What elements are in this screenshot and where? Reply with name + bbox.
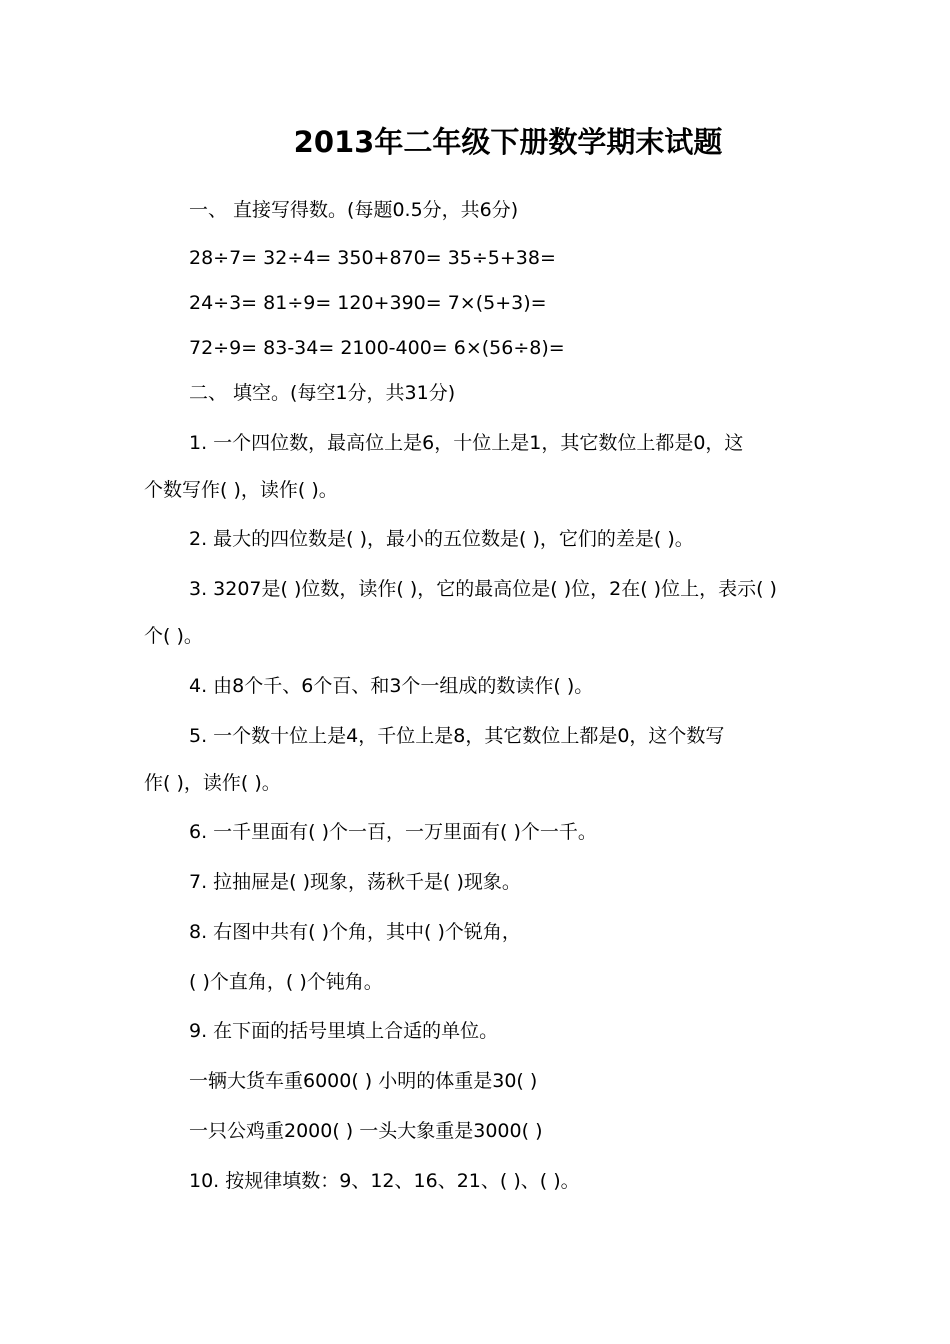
question-3-line-1: 3. 3207是( )位数，读作( )，它的最高位是( )位，2在( )位上，表示( )	[189, 578, 777, 600]
question-1-line-2: 个数写作( )，读作( )。	[144, 479, 338, 501]
question-8-line-2: ( )个直角，( )个钝角。	[189, 971, 383, 993]
question-9-row-1: 一辆大货车重6000( ) 小明的体重是30( )	[189, 1070, 538, 1092]
question-5-line-1: 5. 一个数十位上是4，千位上是8，其它数位上都是0，这个数写	[189, 725, 725, 747]
question-3-line-2: 个( )。	[144, 625, 203, 647]
calc-row-1: 28÷7= 32÷4= 350+870= 35÷5+38=	[189, 247, 556, 269]
question-2: 2. 最大的四位数是( )，最小的五位数是( )，它们的差是( )。	[189, 528, 694, 550]
calc-row-2: 24÷3= 81÷9= 120+390= 7×(5+3)=	[189, 292, 547, 314]
question-8-line-1: 8. 右图中共有( )个角，其中( )个锐角，	[189, 921, 521, 943]
question-4: 4. 由8个千、6个百、和3个一组成的数读作( )。	[189, 675, 594, 697]
question-6: 6. 一千里面有( )个一百，一万里面有( )个一千。	[189, 821, 597, 843]
question-7: 7. 拉抽屉是( )现象，荡秋千是( )现象。	[189, 871, 521, 893]
section-1-heading: 一、 直接写得数。(每题0.5分，共6分)	[189, 199, 519, 221]
question-9: 9. 在下面的括号里填上合适的单位。	[189, 1020, 499, 1042]
document-title: 2013年二年级下册数学期末试题	[293, 125, 723, 159]
question-10: 10. 按规律填数：9、12、16、21、( )、( )。	[189, 1170, 580, 1192]
calc-row-3: 72÷9= 83-34= 2100-400= 6×(56÷8)=	[189, 337, 565, 359]
question-5-line-2: 作( )，读作( )。	[144, 772, 281, 794]
question-9-row-2: 一只公鸡重2000( ) 一头大象重是3000( )	[189, 1120, 543, 1142]
section-2-heading: 二、 填空。(每空1分，共31分)	[189, 382, 456, 404]
question-1-line-1: 1. 一个四位数，最高位上是6，十位上是1，其它数位上都是0，这	[189, 432, 744, 454]
